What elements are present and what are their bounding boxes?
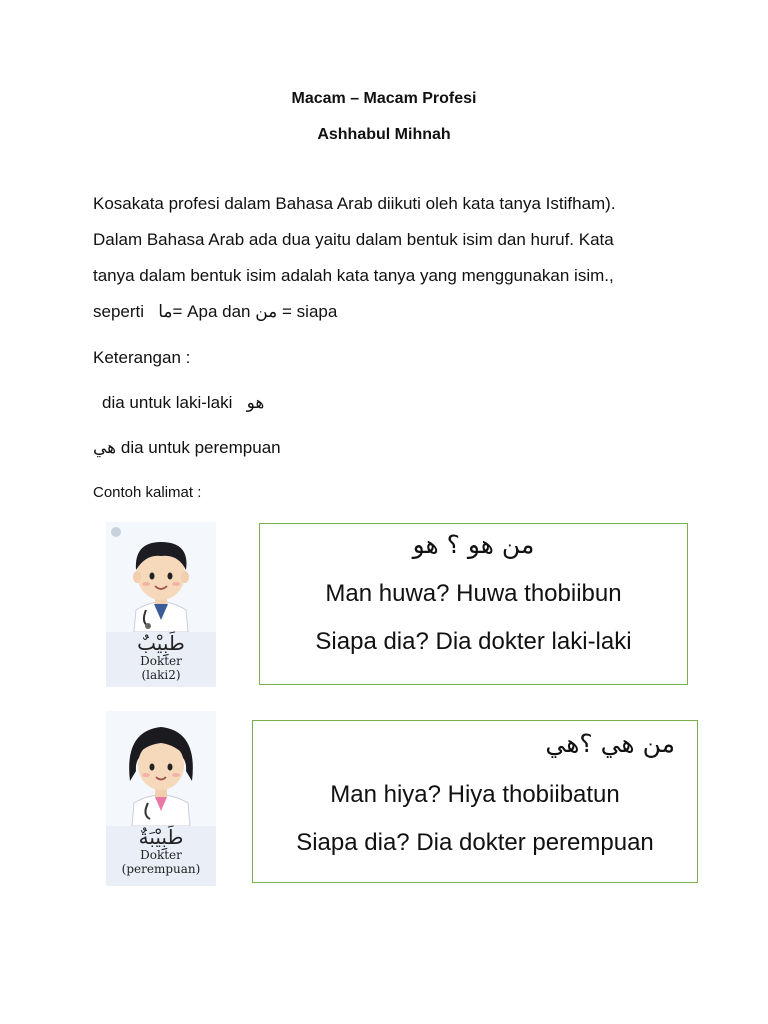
seperti-line [93,294,693,330]
female-doctor-sub: (perempuan) [121,862,201,876]
apa-text: = Apa dan [172,302,251,321]
male-doctor-word: Dokter [140,654,182,668]
siapa-text: = siapa [282,302,338,321]
arabic-man: من [255,302,278,322]
arabic-ma: ما [158,302,173,322]
male-doctor-arabic: طَبِيْبٌ [137,631,185,655]
huwa-arabic: هو [246,393,265,413]
example-box-female [252,720,698,883]
intro-line: tanya dalam bentuk isim adalah kata tanya yang menggunakan isim., [93,266,614,285]
female-doctor-word: Dokter [140,848,182,862]
huwa-text: dia untuk laki-laki [102,393,233,412]
seperti-lead: seperti [93,302,145,321]
hiya-arabic: هي [93,438,117,458]
female-doctor-label [106,826,216,876]
female-doctor-card [106,711,216,886]
contoh-label: Contoh kalimat : [93,484,202,501]
huwa-explanation [102,393,264,413]
male-doctor-sub: (laki2) [141,668,181,682]
keterangan-label: Keterangan : [93,348,191,367]
intro-line: Dalam Bahasa Arab ada dua yaitu dalam bentuk isim dan huruf. Kata [93,230,614,249]
intro-line: Kosakata profesi dalam Bahasa Arab diikuti oleh kata tanya Istifham). [93,194,616,213]
male-doctor-illustration [106,522,216,632]
example-box-male [259,523,688,685]
example-translation: Siapa dia? Dia dokter laki-laki [315,628,632,655]
example-translation: Siapa dia? Dia dokter perempuan [296,829,654,856]
male-doctor-label [106,632,216,682]
example-latin: Man huwa? Huwa thobiibun [325,580,622,607]
hiya-text: dia untuk perempuan [120,438,281,457]
example-latin: Man hiya? Hiya thobiibatun [330,781,620,808]
page-title: Macam – Macam Profesi [291,90,477,107]
example-arabic: من هي ؟هي [545,729,675,758]
hiya-explanation [93,438,281,458]
female-doctor-arabic: طَبِيْبَةٌ [138,825,184,849]
female-doctor-illustration [106,711,216,826]
example-arabic: من هو ؟ هو [412,530,535,559]
page-subtitle: Ashhabul Mihnah [317,126,451,143]
intro-paragraph [93,186,693,330]
male-doctor-card [106,522,216,687]
